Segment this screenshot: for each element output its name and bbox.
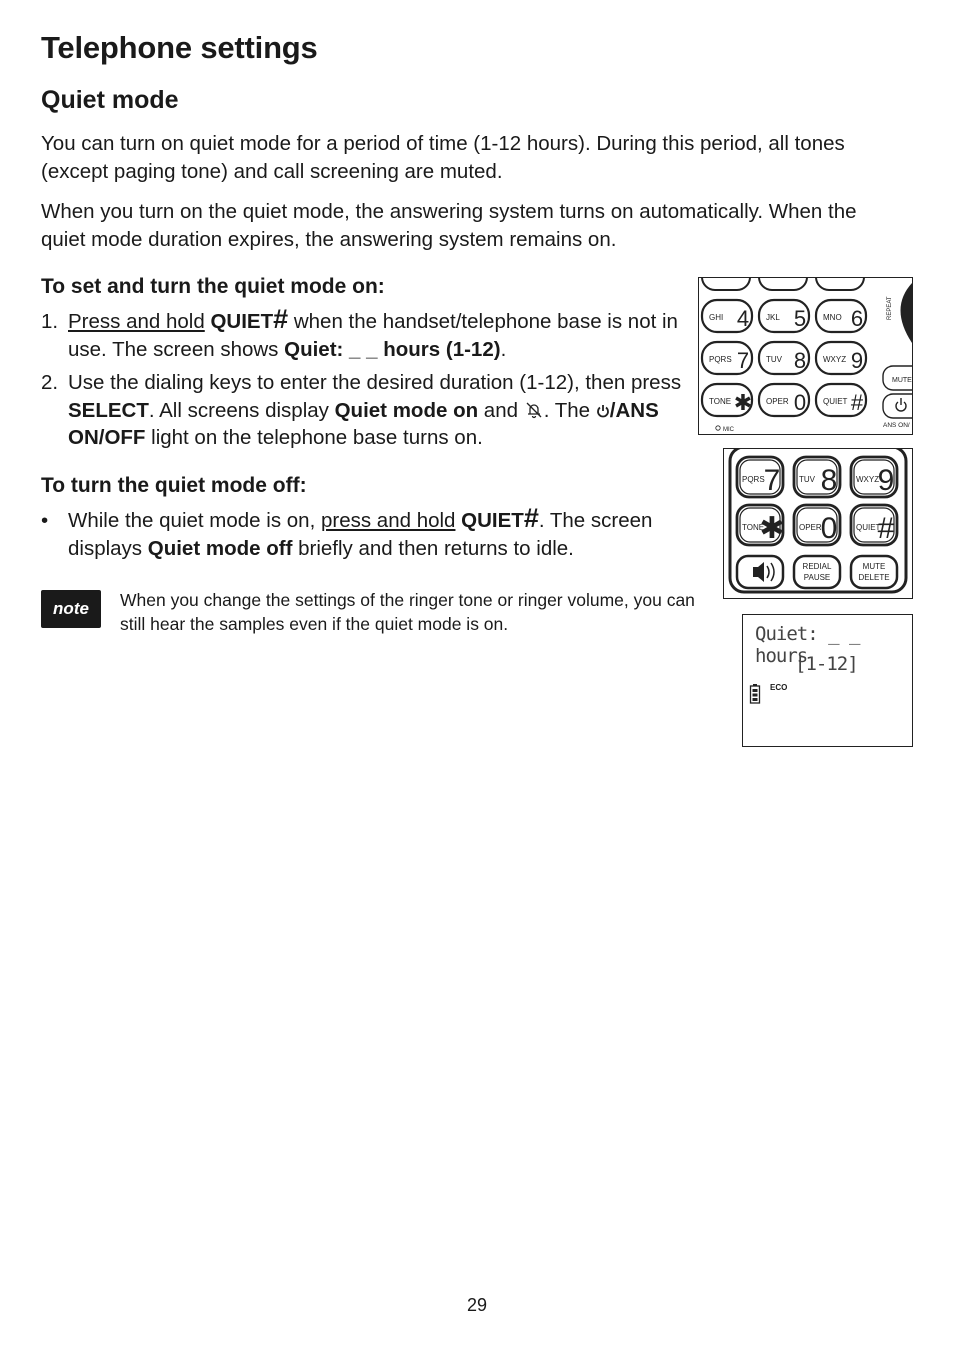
base-key-quiet bbox=[816, 384, 866, 416]
base-key-pqrs bbox=[702, 342, 752, 374]
base-key-ghi bbox=[702, 300, 752, 332]
eco-indicator: ECO bbox=[770, 683, 788, 692]
key-digit: 5 bbox=[793, 306, 807, 331]
mic-label: MIC bbox=[723, 427, 734, 433]
quiet-key-label: QUIET bbox=[210, 310, 274, 333]
key-digit: 7 bbox=[763, 464, 781, 497]
step-2-text-b: . All screens display bbox=[148, 398, 335, 422]
intro-paragraph-1: You can turn on quiet mode for a period of time (1-12 hours). During this period, all tones (except paging tone) and call screening are muted. bbox=[41, 132, 845, 183]
press-hold-link: press and hold bbox=[320, 509, 456, 532]
power-icon bbox=[596, 404, 610, 418]
screen-line-2: [1-12] bbox=[795, 653, 858, 675]
step-number: 1. bbox=[41, 310, 59, 333]
key-letters: OPER bbox=[766, 397, 789, 406]
key-digit: ✱ bbox=[759, 512, 785, 545]
key-letters: PQRS bbox=[742, 475, 765, 484]
delete-label: DELETE bbox=[858, 573, 890, 582]
handset-key-quiet bbox=[851, 505, 897, 545]
key-letters: QUIET bbox=[823, 397, 848, 406]
step-2-text-d: . The bbox=[543, 398, 596, 422]
repeat-label: REPEAT bbox=[887, 296, 893, 320]
handset-key-wxyz bbox=[851, 457, 897, 497]
base-key-wxyz bbox=[816, 342, 866, 374]
turn-off-list bbox=[41, 503, 721, 568]
step-2-text-a: Use the dialing keys to enter the desired duration (1-12), then press bbox=[68, 371, 682, 394]
redial-label: REDIAL bbox=[802, 562, 832, 571]
step-1-end: . bbox=[500, 337, 507, 361]
turn-off-item bbox=[41, 503, 721, 562]
handset-key-tuv bbox=[794, 457, 840, 497]
handset-key-oper bbox=[794, 505, 840, 545]
step-1-text: when the handset/telephone base is not in use. The screen shows bbox=[68, 310, 678, 361]
base-key-tuv bbox=[759, 342, 809, 374]
key-letters: WXYZ bbox=[823, 355, 847, 364]
note-text: When you change the settings of the ringer tone or ringer volume, you can still hear the samples even if the quiet mode is on. bbox=[120, 590, 695, 634]
turn-off-text-a: While the quiet mode is on, bbox=[68, 509, 321, 532]
key-letters: TONE bbox=[709, 397, 732, 406]
key-letters: TUV bbox=[799, 475, 815, 484]
key-letters: GHI bbox=[709, 313, 724, 322]
press-hold-link: Press and hold bbox=[68, 310, 205, 333]
pause-label: PAUSE bbox=[803, 573, 831, 582]
key-letters: PQRS bbox=[709, 355, 732, 364]
base-key-jkl bbox=[759, 300, 809, 332]
battery-icon bbox=[749, 683, 763, 705]
key-digit: 7 bbox=[736, 348, 750, 373]
ans-label: ANS ON/ bbox=[883, 422, 910, 429]
note-badge: note bbox=[41, 590, 101, 628]
screen-line-1: Quiet: _ _ hours bbox=[755, 623, 860, 667]
page-title: Telephone settings bbox=[41, 30, 318, 65]
select-key-label: SELECT bbox=[68, 398, 149, 422]
step-2-text-c: and bbox=[478, 398, 524, 422]
ringer-off-icon bbox=[524, 400, 544, 420]
telephone-base-figure bbox=[698, 277, 913, 435]
key-digit: 0 bbox=[820, 512, 838, 545]
handset-figure bbox=[723, 448, 913, 599]
step-2-text-e: light on the telephone base turns on. bbox=[145, 426, 483, 449]
key-digit: 9 bbox=[850, 348, 864, 373]
intro-paragraph-2: When you turn on the quiet mode, the answering system turns on automatically. When the quiet mode duration expires, the answering system remains on. bbox=[41, 200, 857, 251]
step-2 bbox=[41, 369, 691, 452]
key-letters: WXYZ bbox=[856, 475, 880, 484]
turn-off-heading: To turn the quiet mode off: bbox=[41, 474, 307, 497]
turn-off-text-b: . The screen displays bbox=[68, 509, 653, 560]
key-digit: 6 bbox=[850, 306, 864, 331]
set-on-heading: To set and turn the quiet mode on: bbox=[41, 275, 385, 298]
key-digit: 4 bbox=[736, 306, 750, 331]
key-letters: TUV bbox=[766, 355, 782, 364]
key-digit: # bbox=[877, 512, 895, 545]
key-digit: 8 bbox=[820, 464, 838, 497]
bullet: • bbox=[41, 509, 49, 532]
mute-label: MUTE bbox=[862, 562, 886, 571]
hash-key-icon: # bbox=[273, 304, 289, 334]
step-1 bbox=[41, 304, 691, 363]
set-on-steps bbox=[41, 304, 691, 458]
key-digit: ✱ bbox=[733, 390, 753, 415]
handset-keypad-illustration bbox=[724, 449, 912, 598]
turn-off-text-c: briefly and then returns to idle. bbox=[292, 536, 574, 560]
step-number: 2. bbox=[41, 371, 59, 394]
key-digit: # bbox=[850, 390, 864, 415]
mute-label: MUTE bbox=[892, 377, 912, 384]
key-letters: JKL bbox=[766, 313, 780, 322]
page-number: 29 bbox=[466, 1295, 488, 1315]
handset-key-pqrs bbox=[737, 457, 783, 497]
base-key-oper bbox=[759, 384, 809, 416]
key-digit: 8 bbox=[793, 348, 807, 373]
display-message: Quiet mode on bbox=[334, 398, 479, 422]
display-message: Quiet mode off bbox=[147, 536, 293, 560]
screen-figure bbox=[742, 614, 913, 747]
key-digit: 9 bbox=[877, 464, 895, 497]
key-letters: OPER bbox=[799, 523, 822, 532]
base-key-mno bbox=[816, 300, 866, 332]
key-digit: 0 bbox=[793, 390, 807, 415]
base-key-tone bbox=[702, 384, 752, 416]
ans-key-label: /ANS ON/OFF bbox=[68, 398, 659, 449]
hash-key-icon: # bbox=[523, 503, 539, 533]
key-letters: MNO bbox=[823, 313, 842, 322]
quiet-key-label: QUIET bbox=[461, 509, 524, 532]
key-letters: QUIET bbox=[856, 523, 881, 532]
section-title: Quiet mode bbox=[41, 86, 179, 114]
base-keypad-illustration bbox=[699, 278, 912, 434]
handset-key-tone bbox=[737, 505, 785, 545]
key-letters: TONE bbox=[742, 523, 765, 532]
screen-message: Quiet: _ _ hours (1-12) bbox=[284, 337, 501, 361]
